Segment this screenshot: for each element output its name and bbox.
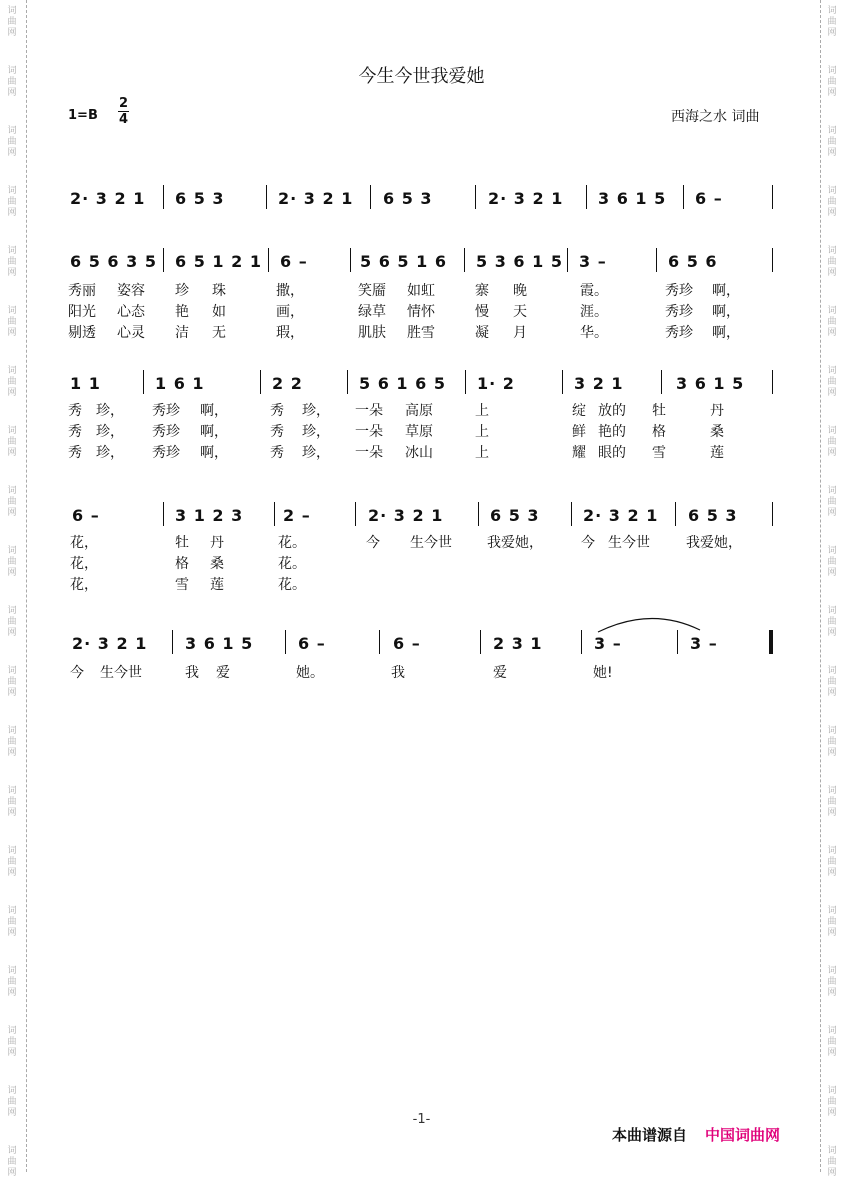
- measure-notes: 6 –: [393, 634, 421, 653]
- lyric-word: 珍: [175, 283, 189, 299]
- lyric-line: [0, 280, 843, 300]
- watermark-text: 词 曲 网: [827, 966, 837, 998]
- lyric-word: 丹: [210, 535, 224, 551]
- watermark-text: 词 曲 网: [827, 66, 837, 98]
- watermark-text: 词 曲 网: [7, 6, 17, 38]
- measure-notes: 3 –: [594, 634, 622, 653]
- lyric-word: 桑: [710, 424, 724, 440]
- measure-notes: 6 –: [298, 634, 326, 653]
- lyric-word: 肌肤: [358, 325, 386, 341]
- bar-line: [285, 630, 286, 654]
- lyric-word: 花，: [70, 535, 98, 551]
- score-row: [0, 185, 843, 245]
- lyric-word: 画，: [276, 304, 304, 320]
- lyric-word: 牡: [175, 535, 189, 551]
- notes-line: [0, 185, 843, 211]
- lyric-word: 天: [513, 304, 527, 320]
- lyric-word: 涯。: [580, 304, 608, 320]
- lyric-word: 心灵: [117, 325, 145, 341]
- lyric-word: 眼的: [598, 445, 626, 461]
- watermark-text: 词 曲 网: [7, 186, 17, 218]
- bar-line: [661, 370, 662, 394]
- lyric-word: 无: [212, 325, 226, 341]
- lyric-word: 今: [366, 535, 380, 551]
- lyric-word: 一朵: [355, 445, 383, 461]
- meter-top: 2: [119, 96, 129, 111]
- watermark-text: 词 曲 网: [827, 606, 837, 638]
- lyric-word: 珍，: [96, 445, 124, 461]
- watermark-text: 词 曲 网: [7, 966, 17, 998]
- lyric-word: 雪: [175, 577, 189, 593]
- lyric-word: 秀珍: [152, 403, 180, 419]
- lyric-word: 牡: [652, 403, 666, 419]
- lyric-word: 啊，: [200, 403, 228, 419]
- measure-notes: 3 6 1 5: [598, 189, 667, 208]
- lyric-word: 秀珍: [152, 424, 180, 440]
- lyric-word: 秀珍: [665, 325, 693, 341]
- lyric-word: 放的: [598, 403, 626, 419]
- notes-line: [0, 248, 843, 274]
- watermark-text: 词 曲 网: [7, 126, 17, 158]
- lyric-word: 阳光: [68, 304, 96, 320]
- bar-line: [683, 185, 684, 209]
- lyric-word: 莲: [710, 445, 724, 461]
- final-barline: [769, 630, 772, 654]
- watermark-text: 词 曲 网: [7, 246, 17, 278]
- lyric-word: 珍，: [302, 424, 330, 440]
- watermark-text: 词 曲 网: [827, 486, 837, 518]
- lyric-word: 上: [475, 445, 489, 461]
- lyric-word: 情怀: [407, 304, 435, 320]
- lyric-line: [0, 400, 843, 420]
- bar-line: [464, 248, 465, 272]
- lyric-word: 胜雪: [407, 325, 435, 341]
- bar-line: [567, 248, 568, 272]
- measure-notes: 6 5 6 3 5: [70, 252, 157, 271]
- lyric-line: [0, 322, 843, 342]
- tie-arc: [596, 612, 706, 634]
- lyric-word: 秀: [270, 424, 284, 440]
- measure-notes: 3 6 1 5: [185, 634, 254, 653]
- watermark-text: 词 曲 网: [827, 6, 837, 38]
- lyric-word: 啊，: [712, 283, 740, 299]
- watermark-text: 词 曲 网: [7, 1146, 17, 1178]
- watermark-text: 词 曲 网: [7, 486, 17, 518]
- watermark-text: 词 曲 网: [7, 1026, 17, 1058]
- measure-notes: 2· 3 2 1: [72, 634, 148, 653]
- lyric-word: 秀: [68, 403, 82, 419]
- lyric-word: 晚: [513, 283, 527, 299]
- lyric-word: 撒，: [276, 283, 304, 299]
- measure-notes: 6 –: [695, 189, 723, 208]
- lyric-word: 花。: [278, 577, 306, 593]
- lyric-word: 啊，: [712, 325, 740, 341]
- watermark-text: 词 曲 网: [7, 306, 17, 338]
- lyric-word: 秀: [270, 445, 284, 461]
- lyric-line: [0, 442, 843, 462]
- measure-notes: 2· 3 2 1: [368, 506, 444, 525]
- bar-line: [772, 630, 773, 654]
- measure-notes: 3 –: [690, 634, 718, 653]
- measure-notes: 6 5 1 2 1: [175, 252, 262, 271]
- lyric-word: 一朵: [355, 403, 383, 419]
- lyric-word: 秀珍: [152, 445, 180, 461]
- song-title: 今生今世我爱她: [358, 66, 485, 87]
- lyric-word: 莲: [210, 577, 224, 593]
- lyric-word: 凝: [475, 325, 489, 341]
- measure-notes: 6 –: [72, 506, 100, 525]
- watermark-text: 词 曲 网: [827, 306, 837, 338]
- lyric-word: 生今世: [608, 535, 650, 551]
- bar-line: [163, 185, 164, 209]
- bar-line: [475, 185, 476, 209]
- lyric-word: 珍，: [96, 403, 124, 419]
- measure-notes: 3 –: [579, 252, 607, 271]
- lyric-word: 花，: [70, 556, 98, 572]
- watermark-text: 词 曲 网: [827, 666, 837, 698]
- watermark-text: 词 曲 网: [7, 546, 17, 578]
- bar-line: [274, 502, 275, 526]
- lyric-word: 洁: [175, 325, 189, 341]
- bar-line: [350, 248, 351, 272]
- lyric-word: 冰山: [405, 445, 433, 461]
- lyric-word: 啊，: [200, 424, 228, 440]
- notes-line: [0, 370, 843, 396]
- lyric-word: 秀珍: [665, 304, 693, 320]
- bar-line: [480, 630, 481, 654]
- bar-line: [260, 370, 261, 394]
- lyric-word: 格: [652, 424, 666, 440]
- measure-notes: 3 2 1: [574, 374, 624, 393]
- lyric-word: 上: [475, 424, 489, 440]
- lyric-word: 我爱她，: [686, 535, 742, 551]
- lyric-word: 我: [391, 665, 405, 681]
- lyric-word: 花，: [70, 577, 98, 593]
- lyric-word: 慢: [475, 304, 489, 320]
- watermark-text: 词 曲 网: [7, 666, 17, 698]
- bar-line: [163, 502, 164, 526]
- notes-line: [0, 630, 843, 656]
- lyric-line: [0, 553, 843, 573]
- bar-line: [586, 185, 587, 209]
- bar-line: [465, 370, 466, 394]
- lyric-word: 如: [212, 304, 226, 320]
- bar-line: [772, 248, 773, 272]
- lyric-word: 她!: [593, 665, 613, 681]
- lyric-word: 鲜: [572, 424, 586, 440]
- lyric-word: 雪: [652, 445, 666, 461]
- lyric-word: 秀: [270, 403, 284, 419]
- lyric-word: 艳: [175, 304, 189, 320]
- lyric-word: 秀珍: [665, 283, 693, 299]
- measure-notes: 1· 2: [477, 374, 515, 393]
- watermark-text: 词 曲 网: [7, 606, 17, 638]
- lyric-word: 草原: [405, 424, 433, 440]
- lyric-word: 一朵: [355, 424, 383, 440]
- measure-notes: 6 5 6: [668, 252, 718, 271]
- watermark-text: 词 曲 网: [827, 546, 837, 578]
- lyric-word: 耀: [572, 445, 586, 461]
- lyric-word: 霞。: [580, 283, 608, 299]
- lyric-word: 高原: [405, 403, 433, 419]
- bar-line: [370, 185, 371, 209]
- bar-line: [675, 502, 676, 526]
- lyric-word: 珍，: [302, 403, 330, 419]
- watermark-text: 词 曲 网: [827, 846, 837, 878]
- watermark-text: 词 曲 网: [827, 726, 837, 758]
- lyric-word: 秀: [68, 445, 82, 461]
- lyric-word: 寨: [475, 283, 489, 299]
- lyric-word: 绿草: [358, 304, 386, 320]
- lyric-word: 瑕，: [276, 325, 304, 341]
- lyric-word: 笑靥: [358, 283, 386, 299]
- lyric-line: [0, 301, 843, 321]
- watermark-text: 词 曲 网: [7, 906, 17, 938]
- bar-line: [478, 502, 479, 526]
- measure-notes: 6 5 3: [383, 189, 433, 208]
- lyric-word: 珍，: [302, 445, 330, 461]
- measure-notes: 6 5 3: [688, 506, 738, 525]
- page-number: -1-: [412, 1112, 431, 1127]
- bar-line: [772, 185, 773, 209]
- bar-line: [266, 185, 267, 209]
- lyric-word: 我: [185, 665, 199, 681]
- lyric-word: 花。: [278, 556, 306, 572]
- watermark-text: 词 曲 网: [827, 786, 837, 818]
- lyric-word: 剔透: [68, 325, 96, 341]
- lyric-word: 丹: [710, 403, 724, 419]
- bar-line: [581, 630, 582, 654]
- composer-credit: 西海之水 词曲: [671, 109, 760, 125]
- measure-notes: 6 5 3: [175, 189, 225, 208]
- bar-line: [172, 630, 173, 654]
- lyric-word: 她。: [296, 665, 324, 681]
- lyric-word: 生今世: [100, 665, 142, 681]
- notes-line: [0, 502, 843, 528]
- lyric-line: [0, 574, 843, 594]
- lyric-line: [0, 421, 843, 441]
- bar-line: [772, 370, 773, 394]
- lyric-word: 啊，: [712, 304, 740, 320]
- lyric-word: 桑: [210, 556, 224, 572]
- lyric-word: 今: [581, 535, 595, 551]
- measure-notes: 2 3 1: [493, 634, 543, 653]
- watermark-text: 词 曲 网: [827, 1026, 837, 1058]
- measure-notes: 6 5 3: [490, 506, 540, 525]
- measure-notes: 1 1: [70, 374, 101, 393]
- measure-notes: 2· 3 2 1: [70, 189, 146, 208]
- lyric-line: [0, 532, 843, 552]
- measure-notes: 5 6 5 1 6: [360, 252, 447, 271]
- lyric-word: 爱: [493, 665, 507, 681]
- lyric-word: 今: [70, 665, 84, 681]
- watermark-text: 词 曲 网: [827, 126, 837, 158]
- watermark-text: 词 曲 网: [7, 786, 17, 818]
- measure-notes: 2 –: [283, 506, 311, 525]
- lyric-word: 格: [175, 556, 189, 572]
- measure-notes: 2· 3 2 1: [278, 189, 354, 208]
- source-label: 本曲谱源自: [612, 1126, 688, 1144]
- lyric-word: 珠: [212, 283, 226, 299]
- lyric-word: 啊，: [200, 445, 228, 461]
- lyric-word: 秀: [68, 424, 82, 440]
- measure-notes: 6 –: [280, 252, 308, 271]
- bar-line: [562, 370, 563, 394]
- bar-line: [163, 248, 164, 272]
- measure-notes: 5 6 1 6 5: [359, 374, 446, 393]
- measure-notes: 5 3 6 1 5: [476, 252, 563, 271]
- watermark-text: 词 曲 网: [7, 1086, 17, 1118]
- measure-notes: 2· 3 2 1: [583, 506, 659, 525]
- bar-line: [656, 248, 657, 272]
- bar-line: [143, 370, 144, 394]
- measure-notes: 3 6 1 5: [676, 374, 745, 393]
- measure-notes: 2 2: [272, 374, 303, 393]
- watermark-text: 词 曲 网: [827, 426, 837, 458]
- lyric-word: 月: [513, 325, 527, 341]
- bar-line: [772, 502, 773, 526]
- lyric-word: 上: [475, 403, 489, 419]
- lyric-word: 花。: [278, 535, 306, 551]
- source-site: 中国词曲网: [705, 1126, 781, 1144]
- watermark-text: 词 曲 网: [827, 366, 837, 398]
- watermark-text: 词 曲 网: [827, 246, 837, 278]
- watermark-text: 词 曲 网: [827, 186, 837, 218]
- lyric-word: 如虹: [407, 283, 435, 299]
- watermark-text: 词 曲 网: [7, 426, 17, 458]
- meter-bottom: 4: [119, 112, 129, 127]
- measure-notes: 3 1 2 3: [175, 506, 244, 525]
- bar-line: [379, 630, 380, 654]
- bar-line: [268, 248, 269, 272]
- bar-line: [571, 502, 572, 526]
- watermark-text: 词 曲 网: [827, 906, 837, 938]
- watermark-text: 词 曲 网: [7, 726, 17, 758]
- lyric-word: 心态: [117, 304, 145, 320]
- measure-notes: 1 6 1: [155, 374, 205, 393]
- watermark-text: 词 曲 网: [7, 366, 17, 398]
- bar-line: [347, 370, 348, 394]
- time-signature: [118, 96, 129, 127]
- watermark-text: 词 曲 网: [7, 66, 17, 98]
- key-signature: 1=B: [68, 108, 98, 123]
- bar-line: [355, 502, 356, 526]
- source-credit: [612, 1124, 780, 1145]
- lyric-word: 华。: [580, 325, 608, 341]
- watermark-text: 词 曲 网: [827, 1086, 837, 1118]
- lyric-word: 我爱她，: [487, 535, 543, 551]
- lyric-word: 秀丽: [68, 283, 96, 299]
- lyric-line: [0, 662, 843, 682]
- watermark-text: 词 曲 网: [7, 846, 17, 878]
- lyric-word: 生今世: [410, 535, 452, 551]
- measure-notes: 2· 3 2 1: [488, 189, 564, 208]
- lyric-word: 珍，: [96, 424, 124, 440]
- lyric-word: 姿容: [117, 283, 145, 299]
- lyric-word: 爱: [216, 665, 230, 681]
- lyric-word: 艳的: [598, 424, 626, 440]
- lyric-word: 绽: [572, 403, 586, 419]
- watermark-text: 词 曲 网: [827, 1146, 837, 1178]
